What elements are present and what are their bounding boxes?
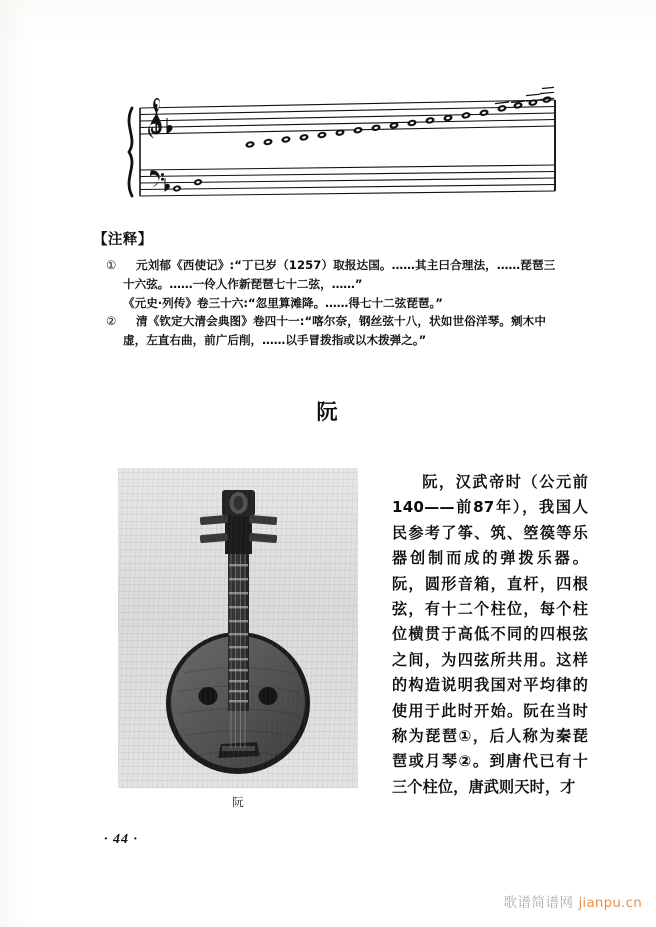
- annotation-text-line: 十六弦。……一伶人作新琵琶七十二弦，……”: [123, 277, 363, 292]
- watermark-site-name: 歌谱简谱网: [503, 895, 574, 911]
- bass-staff-notes: [172, 178, 203, 192]
- watermark-site-url: jianpu.cn: [578, 895, 642, 911]
- annotation-text-line: 虚，左直右曲，前广后削，……以手冒拨指或以木拨弹之。”: [123, 333, 427, 348]
- annotation-marker: ②: [106, 313, 117, 328]
- annotation-text-line: 元刘郁《西使记》:“丁已岁（1257）取报达国。……其主曰合理法，……琵琶三: [136, 258, 556, 272]
- site-watermark: [503, 891, 642, 911]
- annotation-item: [93, 312, 593, 330]
- body-paragraph: 阮，汉武帝时（公元前140——前87年），我国人民参考了筝、筑、箜篌等乐器创制而成的弹拨乐器。阮，圆形音箱，直杆，四根弦，有十二个柱位，每个柱位横贯于高低不同的四根弦之间，为四弦所共用。这样的构造说明我国对平均律的使用于此时开始。阮在当时称为琵琶①，后人称为秦琵琶或月琴②。到唐代已有十三个柱位，唐武则天时，才: [392, 473, 588, 796]
- section-title: 阮: [316, 400, 340, 424]
- treble-clef-icon: [148, 98, 162, 139]
- piano-brace-icon: [129, 108, 132, 196]
- figure: [118, 468, 358, 810]
- annotations-section: [93, 228, 593, 349]
- figure-caption: 阮: [232, 795, 244, 809]
- body-text-column: [392, 470, 588, 800]
- annotation-item: [93, 256, 593, 274]
- music-notation-grand-staff: [118, 78, 566, 208]
- annotations-heading: 【注释】: [93, 232, 153, 248]
- ruan-drawing: [118, 468, 358, 788]
- flat-accidental-icon: [165, 118, 172, 191]
- bass-clef-icon: [150, 170, 164, 187]
- annotation-text-line: 清《钦定大清会典图》卷四十一:“喀尔奈，钢丝弦十八，状如世俗洋琴。剜木中: [136, 313, 547, 328]
- ruan-instrument-photo: [118, 468, 358, 788]
- annotation-marker: ①: [106, 258, 117, 272]
- page-number: · 44 ·: [104, 832, 138, 847]
- annotation-text-line: 《元史·列传》卷三十六:“忽里算滩降。……得七十二弦琵琶。”: [123, 295, 443, 310]
